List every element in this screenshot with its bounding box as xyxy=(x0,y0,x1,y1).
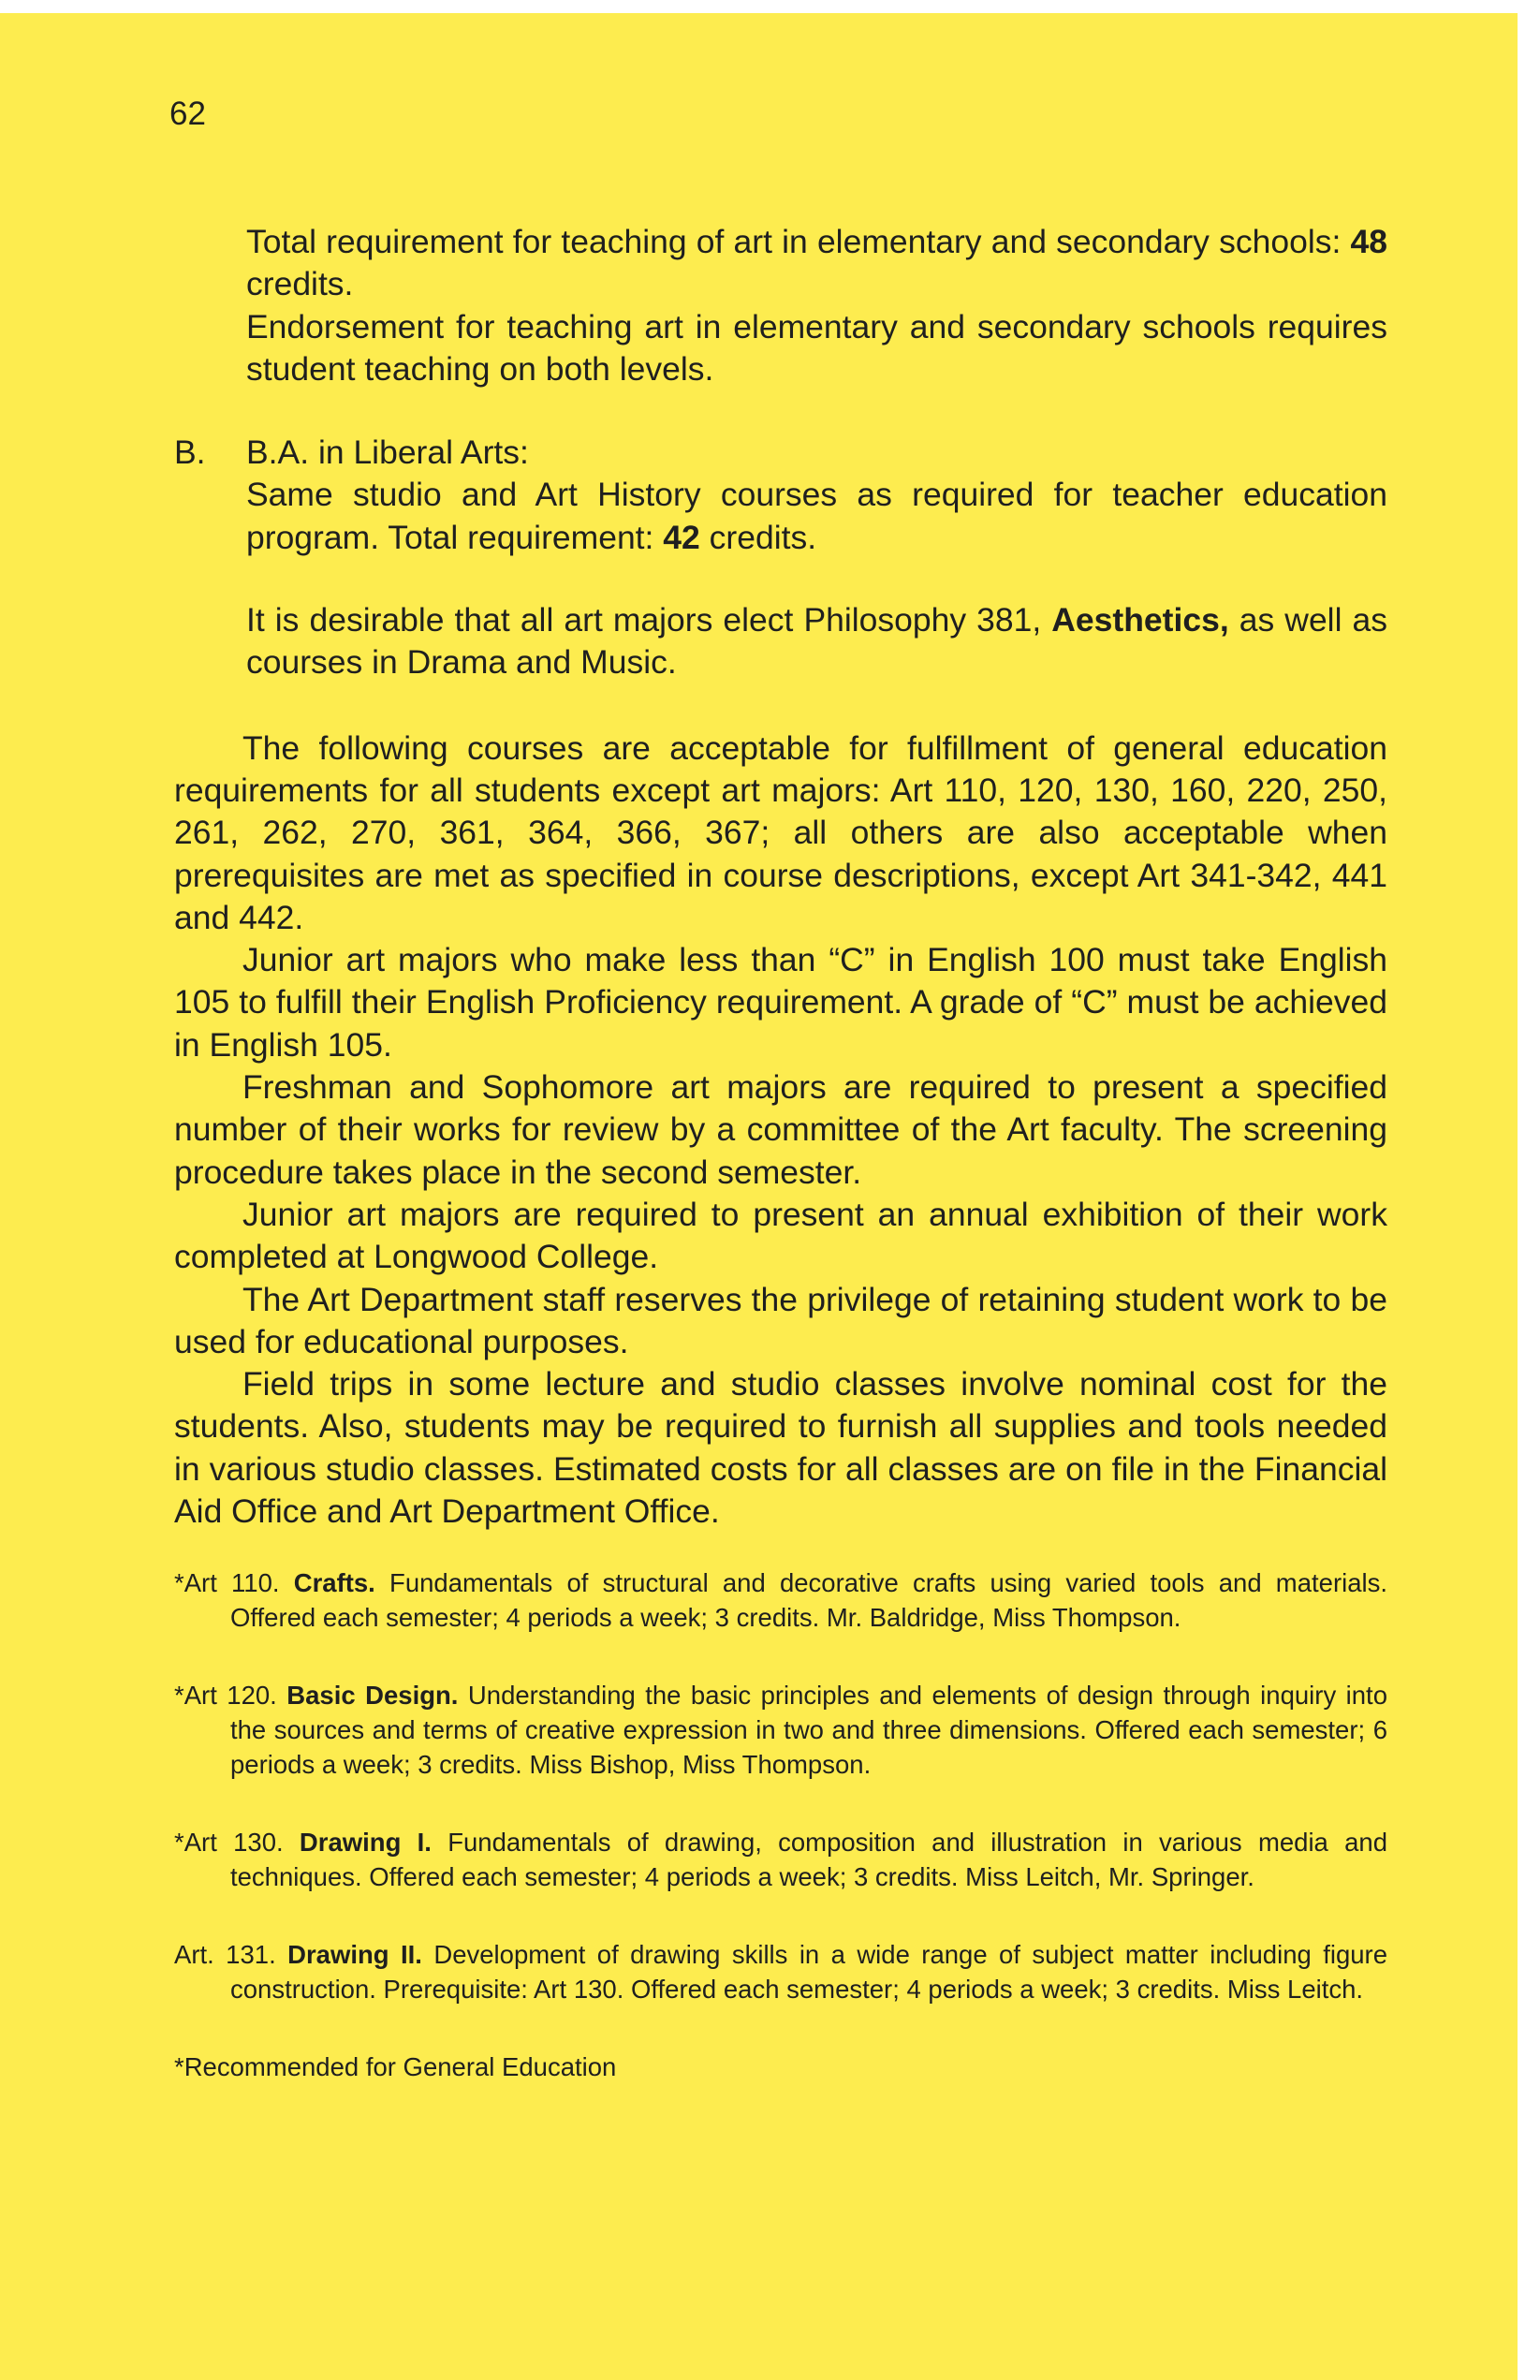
course-name: Drawing II. xyxy=(287,1940,422,1969)
course-entry xyxy=(174,1678,1387,1782)
course-number: *Art 130. xyxy=(174,1828,300,1857)
total-requirement-suffix: credits. xyxy=(246,265,354,303)
course-name: Crafts. xyxy=(293,1568,375,1597)
desirable-after: as well as courses in Drama and Music. xyxy=(246,601,1387,682)
course-entry xyxy=(174,1825,1387,1894)
intro-block xyxy=(174,221,1387,390)
endorsement-text: Endorsement for teaching art in elementary and secondary schools requires student teaching on both levels. xyxy=(246,307,1387,388)
course-description: Fundamentals of structural and decorative crafts using varied tools and materials. Offered each semester; 4 periods a week; 3 credits. Mr. Baldridge, Miss Thompson. xyxy=(230,1568,1388,1632)
course-number: Art. 131. xyxy=(174,1940,288,1969)
total-requirement-label: Total requirement for teaching of art in elementary and secondary schools: xyxy=(246,223,1351,260)
footnote: *Recommended for General Education xyxy=(174,2052,617,2081)
section-b-letter: B. xyxy=(174,433,206,472)
section-b-heading: B.A. in Liberal Arts: xyxy=(246,433,529,472)
course-name: Drawing I. xyxy=(299,1828,432,1857)
course-description: Development of drawing skills in a wide range of subject matter including figure construction. Prerequisite: Art 130. Offered each semester; 4 periods a week; 3 credits. Miss Leitch. xyxy=(230,1940,1387,2004)
desirable-block xyxy=(174,599,1387,684)
course-entry xyxy=(174,1937,1387,2006)
catalog-page xyxy=(0,13,1518,2380)
section-b-body: Same studio and Art History courses as required for teacher education program. Total requirement: xyxy=(246,476,1387,556)
field-trips-paragraph: Field trips in some lecture and studio classes involve nominal cost for the students. Also, students may be required to furnish all supplies and tools needed in various studio classes. Estimated costs for all classes are on file in the Financial Aid Office and Art Department Office. xyxy=(174,1365,1387,1531)
course-number: *Art 110. xyxy=(174,1568,294,1597)
page-number: 62 xyxy=(169,95,206,132)
total-requirement-text xyxy=(246,221,1387,306)
review-paragraph: Freshman and Sophomore art majors are required to present a specified number of their works for review by a committee of the Art faculty. The screening procedure takes place in the second semester. xyxy=(174,1068,1387,1191)
desirable-bold: Aesthetics, xyxy=(1051,601,1229,639)
section-b-suffix: credits. xyxy=(699,518,817,556)
section-b-value: 42 xyxy=(663,518,700,556)
course-entry xyxy=(174,1565,1387,1635)
main-text xyxy=(174,221,1387,1533)
course-list xyxy=(174,1565,1387,2084)
english-proficiency-paragraph: Junior art majors who make less than “C” in English 100 must take English 105 to fulfill their English Proficiency requirement. A grade of “C” must be achieved in English 105. xyxy=(174,941,1387,1064)
section-b-text xyxy=(246,474,1387,559)
general-education-paragraph: The following courses are acceptable for fulfillment of general education requirements for all students except art majors: Art 110, 120, 130, 160, 220, 250, 261, 262, 270, 361, 364, 366, 367; all others are also acceptable when prerequisites are met as specified in course descriptions, except Art 341-342, 441 and 442. xyxy=(174,728,1387,936)
course-name: Basic Design. xyxy=(286,1681,459,1710)
total-requirement-value: 48 xyxy=(1350,223,1387,260)
course-description: Fundamentals of drawing, composition and illustration in various media and techniques. Offered each semester; 4 periods a week; 3 credits. Miss Leitch, Mr. Springer. xyxy=(230,1828,1387,1891)
desirable-text xyxy=(246,599,1387,684)
course-description: Understanding the basic principles and elements of design through inquiry into the sources and terms of creative expression in two and three dimensions. Offered each semester; 6 periods a week; 3 credits. Miss Bishop, Miss Thompson. xyxy=(230,1681,1387,1779)
retention-paragraph: The Art Department staff reserves the privilege of retaining student work to be used for educational purposes. xyxy=(174,1280,1387,1360)
course-number: *Art 120. xyxy=(174,1681,287,1710)
section-b xyxy=(174,432,1387,559)
desirable-before: It is desirable that all art majors elect Philosophy 381, xyxy=(246,601,1052,639)
exhibition-paragraph: Junior art majors are required to present an annual exhibition of their work completed at Longwood College. xyxy=(174,1195,1387,1276)
